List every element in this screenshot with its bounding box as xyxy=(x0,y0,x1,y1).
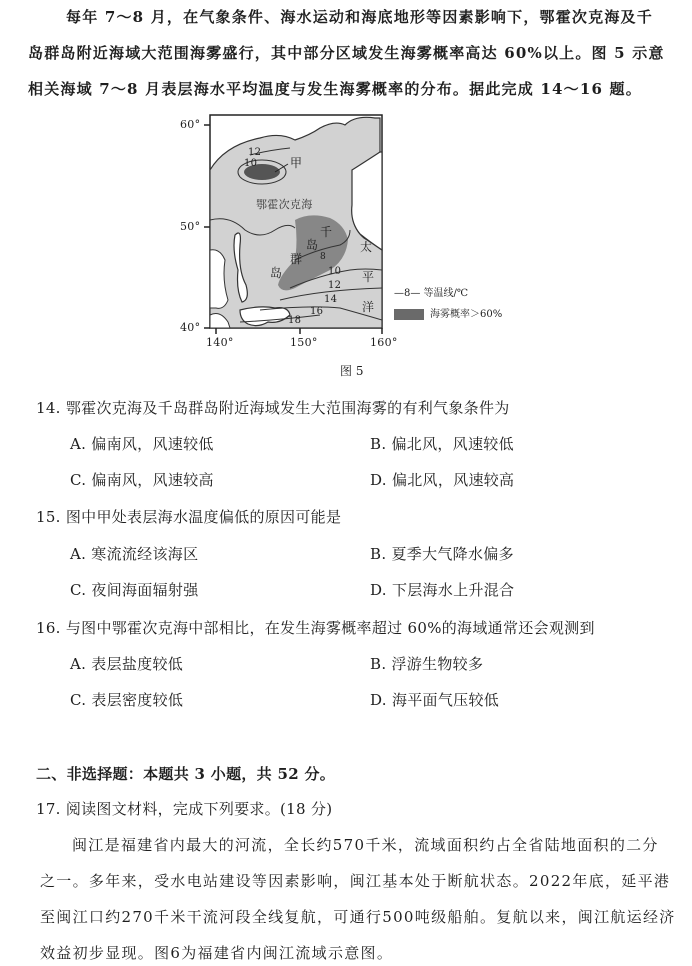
legend-fog-label: 海雾概率＞60% xyxy=(430,309,503,320)
figure-5-map xyxy=(180,110,560,354)
q14-option-c[interactable]: C. 偏南风，风速较高 xyxy=(70,471,214,489)
question-number: 14. xyxy=(36,399,61,417)
q14-option-a[interactable]: A. 偏南风，风速较低 xyxy=(70,435,214,453)
q17-passage-line-2: 之一。多年来，受水电站建设等因素影响，闽江基本处于断航状态。2022年底，延平港 xyxy=(40,872,671,890)
intro-line-1: 每年 7～8 月，在气象条件、海水运动和海底地形等因素影响下，鄂霍次克海及千 xyxy=(66,8,653,26)
legend-isotherm: —8— 等温线/℃ xyxy=(394,288,469,299)
isotherm-label-14: 14 xyxy=(324,294,338,305)
question-stem: 鄂霍次克海及千岛群岛附近海域发生大范围海雾的有利气象条件为 xyxy=(65,399,510,417)
label-ping: 平 xyxy=(362,270,375,284)
question-number: 16. xyxy=(36,619,61,637)
label-qian: 千 xyxy=(320,225,333,239)
isotherm-label-8: 8 xyxy=(320,252,327,262)
lon-label-160: 160° xyxy=(370,336,398,349)
legend-fog-swatch xyxy=(394,309,424,320)
question-17-header: 17. 阅读图文材料，完成下列要求。(18 分) xyxy=(36,800,333,818)
lat-label-40: 40° xyxy=(180,321,201,334)
isotherm-label-12: 12 xyxy=(328,280,342,291)
label-tai: 太 xyxy=(360,240,373,254)
q16-option-d[interactable]: D. 海平面气压较低 xyxy=(370,691,500,709)
question-number: 15. xyxy=(36,508,61,526)
q15-option-b[interactable]: B. 夏季大气降水偏多 xyxy=(370,545,514,563)
legend-fog xyxy=(394,305,502,320)
q17-passage-line-1: 闽江是福建省内最大的河流，全长约570千米，流域面积约占全省陆地面积的二分 xyxy=(72,836,659,854)
q16-option-c[interactable]: C. 表层密度较低 xyxy=(70,691,184,709)
q16-option-b[interactable]: B. 浮游生物较多 xyxy=(370,655,484,673)
q15-option-d[interactable]: D. 下层海水上升混合 xyxy=(370,581,515,599)
q17-passage-line-3: 至闽江口约270千米干流河段全线复航，可通行500吨级船舶。复航以来，闽江航运经济 xyxy=(40,908,676,926)
q15-option-c[interactable]: C. 夜间海面辐射强 xyxy=(70,581,199,599)
question-14 xyxy=(36,397,510,418)
lon-label-140: 140° xyxy=(206,336,234,349)
question-stem: 与图中鄂霍次克海中部相比，在发生海雾概率超过 60%的海域通常还会观测到 xyxy=(65,619,595,637)
question-16 xyxy=(36,617,595,638)
q17-passage-line-4: 效益初步显现。图6为福建省内闽江流域示意图。 xyxy=(40,944,394,962)
label-dao-1: 岛 xyxy=(306,238,319,252)
label-qun: 群 xyxy=(290,252,303,266)
isotherm-label-10: 10 xyxy=(328,266,342,277)
lat-label-60: 60° xyxy=(180,118,201,131)
isotherm-label-12-north: 12 xyxy=(248,147,262,158)
q16-option-a[interactable]: A. 表层盐度较低 xyxy=(70,655,184,673)
label-jia: 甲 xyxy=(290,156,303,170)
isotherm-label-10-north: 10 xyxy=(244,158,258,169)
figure-caption: 图 5 xyxy=(340,364,364,378)
section-2-heading: 二、非选择题：本题共 3 小题，共 52 分。 xyxy=(36,765,336,783)
lon-label-150: 150° xyxy=(290,336,318,349)
q14-option-d[interactable]: D. 偏北风，风速较高 xyxy=(370,471,515,489)
question-stem: 图中甲处表层海水温度偏低的原因可能是 xyxy=(65,508,342,526)
question-15 xyxy=(36,506,341,527)
isotherm-label-16: 16 xyxy=(310,306,324,317)
label-okhotsk-sea: 鄂霍次克海 xyxy=(256,198,313,211)
intro-line-2: 岛群岛附近海域大范围海雾盛行，其中部分区域发生海雾概率高达 60%以上。图 5 示意 xyxy=(28,44,665,62)
label-dao-2: 岛 xyxy=(270,266,283,280)
q15-option-a[interactable]: A. 寒流流经该海区 xyxy=(70,545,199,563)
q14-option-b[interactable]: B. 偏北风，风速较低 xyxy=(370,435,514,453)
lat-label-50: 50° xyxy=(180,220,201,233)
isotherm-label-18: 18 xyxy=(288,315,302,326)
intro-line-3: 相关海域 7～8 月表层海水平均温度与发生海雾概率的分布。据此完成 14～16 题。 xyxy=(28,80,642,98)
label-yang: 洋 xyxy=(362,300,375,314)
